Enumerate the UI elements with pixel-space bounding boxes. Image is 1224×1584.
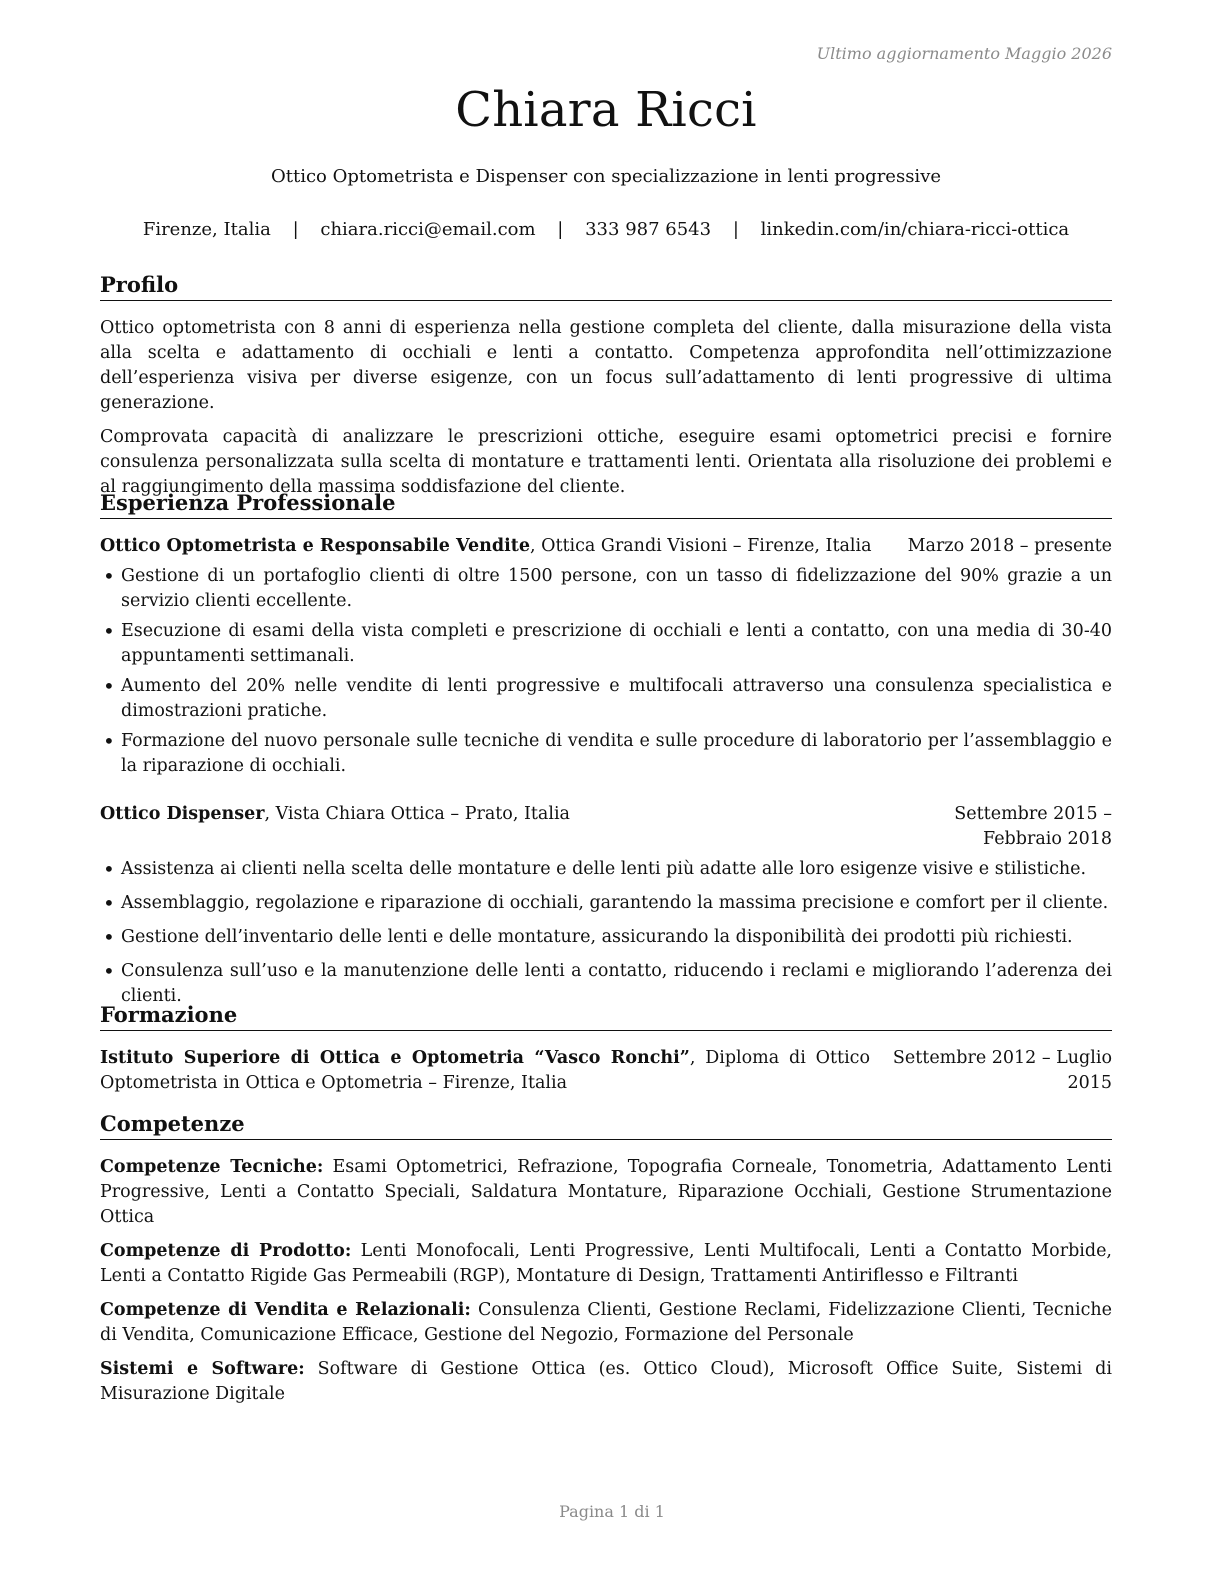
profile-paragraph: Ottico optometrista con 8 anni di esperienza nella gestione completa del cliente, dalla misurazione della vista alla scelta e adattamento di occhiali e lenti a contatto. Competenza approfondita nell’ottimizzazione dell’esperienza visiva per diverse esigenze, con un focus sull’adattamento di lenti progressive di ultima generazione.: [100, 318, 1112, 413]
contact-separator: |: [557, 219, 564, 240]
skill-group-label: Competenze di Vendita e Relazionali:: [100, 1300, 471, 1320]
candidate-name: Chiara Ricci: [455, 82, 757, 138]
job-bullets: [100, 857, 1112, 1009]
contact-email[interactable]: chiara.ricci@email.com: [320, 219, 536, 240]
bullet-item: • Assistenza ai clienti nella scelta delle montature e delle lenti più adatte alle loro esigenze visive e stilistiche.: [100, 857, 1112, 882]
bullet-item: • Gestione dell’inventario delle lenti e delle montature, assicurando la disponibilità dei prodotti più richiesti.: [100, 925, 1112, 950]
skills-section: [100, 1111, 1112, 1407]
page-number: Pagina 1 di 1: [559, 1502, 665, 1521]
job-bullets: [100, 564, 1112, 779]
job-company: , Vista Chiara Ottica – Prato, Italia: [264, 804, 570, 824]
job-company: , Ottica Grandi Visioni – Firenze, Italia: [529, 536, 872, 556]
skill-group-items: Software di Gestione Ottica (es. Ottico Cloud), Microsoft Office Suite, Sistemi di Misurazione Digitale: [100, 1359, 1112, 1404]
education-institution: [100, 1046, 870, 1096]
skill-group-items: Esami Optometrici, Refrazione, Topografia Corneale, Tonometria, Adattamento Lenti Progressive, Lenti a Contatto Speciali, Saldatura Montature, Riparazione Occhiali, Gestione Strumentazione Ottica: [100, 1157, 1112, 1227]
last-updated-note: Ultimo aggiornamento Maggio 2026: [816, 44, 1112, 63]
section-title-skills: Competenze: [100, 1111, 1112, 1140]
contact-separator: |: [292, 219, 299, 240]
skill-group: [100, 1357, 1112, 1407]
education-detail: , Diploma di Ottico Optometrista in Ottica e Optometria – Firenze, Italia: [100, 1048, 871, 1093]
job-title: [100, 802, 570, 852]
education-dates: Settembre 2012 – Luglio 2015: [892, 1048, 1112, 1093]
contact-line: [100, 219, 1112, 240]
skill-group: [100, 1298, 1112, 1348]
job-role: Ottico Dispenser: [100, 804, 265, 824]
job-role: Ottico Optometrista e Responsabile Vendite: [100, 536, 530, 556]
contact-separator: |: [732, 219, 739, 240]
job-header: [100, 802, 1112, 852]
section-title-education: Formazione: [100, 1002, 1112, 1031]
contact-phone[interactable]: 333 987 6543: [585, 219, 712, 240]
education-section: [100, 1002, 1112, 1096]
skill-group-items: Consulenza Clienti, Gestione Reclami, Fidelizzazione Clienti, Tecniche di Vendita, Comunicazione Efficace, Gestione del Negozio, Formazione del Personale: [100, 1300, 1112, 1345]
candidate-headline: Ottico Optometrista e Dispenser con specializzazione in lenti progressive: [270, 166, 942, 187]
experience-section: [100, 490, 1112, 1009]
skill-group-label: Competenze di Prodotto:: [100, 1241, 352, 1261]
skill-group-label: Competenze Tecniche:: [100, 1157, 324, 1177]
skill-group: [100, 1239, 1112, 1289]
bullet-item: • Esecuzione di esami della vista completi e prescrizione di occhiali e lenti a contatto, con una media di 30-40 appuntamenti settimanali.: [100, 619, 1112, 669]
skill-group-items: Lenti Monofocali, Lenti Progressive, Lenti Multifocali, Lenti a Contatto Morbide, Lenti a Contatto Rigide Gas Permeabili (RGP), Montature di Design, Trattamenti Antiriflesso e Filtranti: [100, 1241, 1112, 1286]
job-header: [100, 534, 1112, 559]
profile-section: [100, 272, 1112, 500]
contact-linkedin[interactable]: linkedin.com/in/chiara-ricci-ottica: [760, 219, 1070, 240]
contact-location: Firenze, Italia: [142, 219, 271, 240]
skill-group-label: Sistemi e Software:: [100, 1359, 305, 1379]
education-school: Istituto Superiore di Ottica e Optometria “Vasco Ronchi”: [100, 1048, 690, 1068]
bullet-item: • Formazione del nuovo personale sulle tecniche di vendita e sulle procedure di laboratorio per l’assemblaggio e la riparazione di occhiali.: [100, 729, 1112, 779]
profile-paragraph: Comprovata capacità di analizzare le prescrizioni ottiche, eseguire esami optometrici precisi e fornire consulenza personalizzata sulla scelta di montature e trattamenti lenti. Orientata alla risoluzione dei problemi e al raggiungimento della massima soddisfazione del cliente.: [100, 427, 1112, 497]
bullet-item: • Assemblaggio, regolazione e riparazione di occhiali, garantendo la massima precisione e comfort per il cliente.: [100, 891, 1112, 916]
job-entry: [100, 802, 1112, 1009]
education-entry: [100, 1046, 1112, 1096]
bullet-item: • Gestione di un portafoglio clienti di oltre 1500 persone, con un tasso di fidelizzazione del 90% grazie a un servizio clienti eccellente.: [100, 564, 1112, 614]
section-title-profile: Profilo: [100, 272, 1112, 301]
bullet-item: • Consulenza sull’uso e la manutenzione delle lenti a contatto, riducendo i reclami e migliorando l’aderenza dei clienti.: [100, 959, 1112, 1009]
section-title-experience: Esperienza Professionale: [100, 490, 1112, 519]
bullet-item: • Aumento del 20% nelle vendite di lenti progressive e multifocali attraverso una consulenza specialistica e dimostrazioni pratiche.: [100, 674, 1112, 724]
job-dates: Settembre 2015 – Febbraio 2018: [954, 804, 1112, 849]
skill-group: [100, 1155, 1112, 1230]
job-entry: [100, 534, 1112, 779]
job-dates: Marzo 2018 – presente: [907, 536, 1112, 556]
resume-page: [100, 0, 1112, 1584]
job-title: [100, 534, 872, 559]
